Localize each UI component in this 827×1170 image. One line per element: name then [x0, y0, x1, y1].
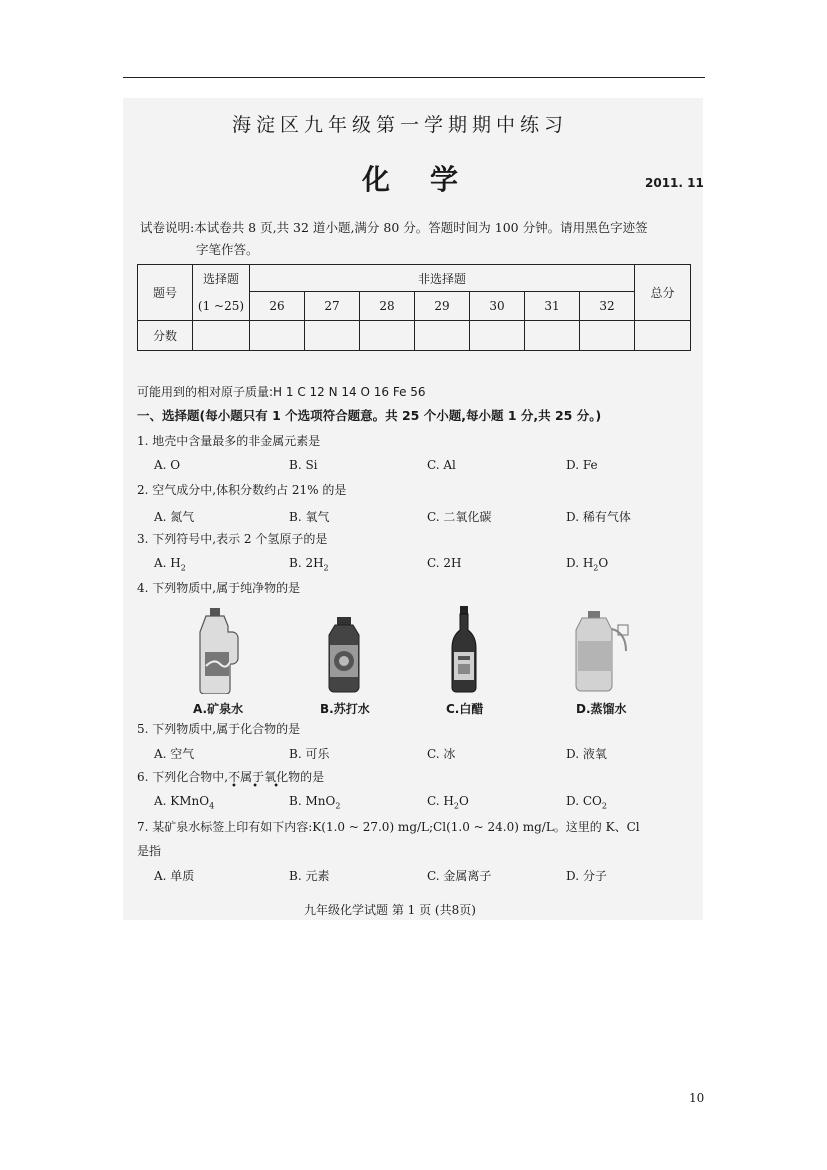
q1-option-c[interactable]: C. Al	[427, 458, 456, 472]
q2-option-a[interactable]: A. 氮气	[154, 510, 195, 524]
question-7-stem: 7. 某矿泉水标签上印有如下内容:K(1.0 ~ 27.0) mg/L;Cl(1.0 ~ 24.0) mg/L。这里的 K、Cl	[137, 820, 640, 834]
score-cell[interactable]	[470, 320, 525, 350]
question-6-stem: 6. 下列化合物中,不属于氧化物的是	[137, 770, 325, 784]
question-number: 28	[360, 292, 415, 320]
q2-option-d[interactable]: D. 稀有气体	[566, 510, 631, 524]
score-label: 分数	[138, 320, 193, 350]
score-cell[interactable]	[305, 320, 360, 350]
q6-option-d[interactable]	[566, 794, 607, 810]
q7-option-a[interactable]: A. 单质	[154, 869, 195, 883]
atomic-masses: 可能用到的相对原子质量:H 1 C 12 N 14 O 16 Fe 56	[137, 385, 426, 399]
q4-option-a[interactable]: A.矿泉水	[193, 702, 244, 716]
score-cell[interactable]	[415, 320, 470, 350]
q4-option-d[interactable]: D.蒸馏水	[576, 702, 627, 716]
q3-d-text-post: O	[598, 556, 609, 570]
mineral-water-bottle-image[interactable]	[198, 608, 242, 694]
score-cell[interactable]	[525, 320, 580, 350]
score-cell[interactable]	[193, 320, 250, 350]
exam-date: 2011. 11	[645, 176, 704, 190]
choice-range: (1 ~25)	[193, 292, 250, 320]
white-vinegar-bottle-image[interactable]	[450, 606, 478, 694]
q6-b-text: B. MnO	[289, 794, 336, 808]
q3-option-d[interactable]	[566, 556, 608, 572]
q3-a-subscript: 2	[180, 563, 186, 573]
q4-option-b[interactable]: B.苏打水	[320, 702, 370, 716]
question-3-stem: 3. 下列符号中,表示 2 个氢原子的是	[137, 532, 328, 546]
soda-water-bottle-image[interactable]	[321, 617, 367, 694]
instructions-line-2: 字笔作答。	[196, 242, 259, 257]
q1-option-a[interactable]: A. O	[154, 458, 181, 472]
subject-title: 化学	[362, 163, 499, 196]
q7-option-d[interactable]: D. 分子	[566, 869, 607, 883]
score-cell[interactable]	[250, 320, 305, 350]
q7-option-b[interactable]: B. 元素	[289, 869, 330, 883]
question-1-stem: 1. 地壳中含量最多的非金属元素是	[137, 434, 321, 448]
q2-option-c[interactable]: C. 二氧化碳	[427, 510, 492, 524]
q3-a-text: A. H	[154, 556, 181, 570]
q3-option-a[interactable]	[154, 556, 186, 572]
q4-option-c[interactable]: C.白醋	[446, 702, 484, 716]
instructions-line-1: 试卷说明:本试卷共 8 页,共 32 道小题,满分 80 分。答题时间为 100 分钟。请用黑色字迹签	[140, 220, 648, 235]
score-table	[137, 264, 691, 351]
q7-option-c[interactable]: C. 金属离子	[427, 869, 492, 883]
distilled-water-bottle-image[interactable]	[574, 611, 634, 693]
q6-c-text: C. H	[427, 794, 454, 808]
question-number: 27	[305, 292, 360, 320]
score-cell[interactable]	[635, 320, 691, 350]
section-title: 一、选择题(每小题只有 1 个选项符合题意。共 25 个小题,每小题 1 分,共 25 分。)	[137, 408, 602, 423]
question-2-stem: 2. 空气成分中,体积分数约占 21% 的是	[137, 483, 347, 497]
non-choice-label: 非选择题	[250, 265, 635, 292]
q5-option-b[interactable]: B. 可乐	[289, 747, 330, 761]
q5-option-c[interactable]: C. 冰	[427, 747, 456, 761]
q1-option-d[interactable]: D. Fe	[566, 458, 598, 472]
q6-a-text: A. KMnO	[154, 794, 210, 808]
q3-option-c[interactable]: C. 2H	[427, 556, 462, 570]
question-4-stem: 4. 下列物质中,属于纯净物的是	[137, 581, 301, 595]
q1-option-b[interactable]: B. Si	[289, 458, 318, 472]
question-number: 30	[470, 292, 525, 320]
page-number: 10	[689, 1091, 705, 1105]
question-number: 26	[250, 292, 305, 320]
question-number: 32	[580, 292, 635, 320]
question-number: 29	[415, 292, 470, 320]
q6-option-a[interactable]	[154, 794, 214, 810]
q5-option-a[interactable]: A. 空气	[154, 747, 195, 761]
q5-option-d[interactable]: D. 液氧	[566, 747, 607, 761]
q3-option-b[interactable]	[289, 556, 329, 572]
q3-d-text: D. H	[566, 556, 594, 570]
q6-c-subscript: 2	[453, 801, 459, 811]
q6-b-subscript: 2	[335, 801, 341, 811]
top-rule	[123, 77, 705, 78]
q3-b-text: B. 2H	[289, 556, 324, 570]
q6-option-c[interactable]	[427, 794, 469, 810]
question-7-stem-cont: 是指	[137, 844, 162, 858]
page-footer: 九年级化学试题 第 1 页 (共8页)	[304, 903, 476, 917]
q6-d-subscript: 2	[601, 801, 607, 811]
score-cell[interactable]	[580, 320, 635, 350]
question-5-stem: 5. 下列物质中,属于化合物的是	[137, 722, 301, 736]
q2-option-b[interactable]: B. 氧气	[289, 510, 330, 524]
question-number: 31	[525, 292, 580, 320]
question-number-label: 题号	[138, 265, 193, 321]
choice-label: 选择题	[193, 265, 250, 292]
total-label: 总分	[635, 265, 691, 321]
emphasis-dots: • • •	[231, 781, 286, 792]
exam-title: 海淀区九年级第一学期期中练习	[232, 114, 569, 136]
q6-c-text-post: O	[458, 794, 469, 808]
score-cell[interactable]	[360, 320, 415, 350]
q3-b-subscript: 2	[323, 563, 329, 573]
q6-d-text: D. CO	[566, 794, 602, 808]
q6-option-b[interactable]	[289, 794, 340, 810]
q6-a-subscript: 4	[209, 801, 215, 811]
q3-d-subscript: 2	[593, 563, 599, 573]
